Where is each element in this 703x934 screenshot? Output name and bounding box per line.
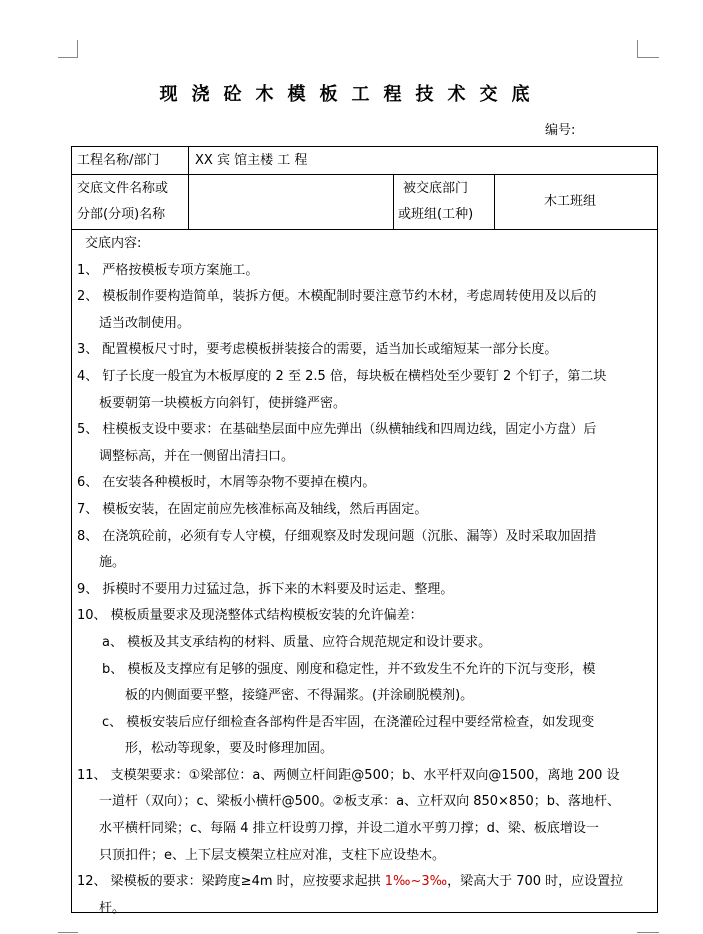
content-line: 施。 xyxy=(99,555,126,571)
content-heading: 交底内容: xyxy=(85,236,142,251)
column-divider xyxy=(494,175,495,230)
content-line: 调整标高，并在一侧留出清扫口。 xyxy=(99,448,295,464)
content-line: 一道杆（双向）；c、梁板小横杆@500。②板支承：a、立杆双向 850×850；b、落地杆、 xyxy=(99,794,620,810)
disclosure-content xyxy=(77,231,651,922)
content-line: 11、 支模架要求：①梁部位：a、两侧立杆间距@500；b、水平杆双向@1500，离地 200 设 xyxy=(77,767,620,783)
crop-mark-br-h xyxy=(637,932,659,933)
document-title: 现浇砼木模板工程技术交底 xyxy=(159,84,544,105)
disclosure-table xyxy=(71,146,658,916)
content-line: 10、 模板质量要求及现浇整体式结构模板安装的允许偏差： xyxy=(77,608,423,624)
file-name-label-line1: 交底文件名称或 xyxy=(77,181,169,196)
content-line: 水平横杆同梁；c、每隔 4 排立杆设剪刀撑，并设二道水平剪刀撑；d、梁、板底增设一 xyxy=(99,821,599,837)
content-line: 5、 柱模板支设中要求：在基础垫层面中应先弹出（纵横轴线和四周边线，固定小方盘）后 xyxy=(77,422,597,438)
content-line: 1、 严格按模板专项方案施工。 xyxy=(77,262,259,278)
line12-text-a: 12、 梁模板的要求：梁跨度≥4m 时，应按要求起拱 xyxy=(77,874,385,890)
document-number-label: 编号: xyxy=(545,123,576,138)
content-line: 3、 配置模板尺寸时，要考虑模板拼装接合的需要，适当加长或缩短某一部分长度。 xyxy=(77,342,558,358)
crop-mark-bl-h xyxy=(58,932,78,933)
content-line: 4、 钉子长度一般宜为木板厚度的 2 至 2.5 倍，每块板在横档处至少要钉 2 个钉子，第二块 xyxy=(77,368,607,384)
content-line: 杆。 xyxy=(99,900,126,916)
column-divider xyxy=(188,147,189,230)
content-line: 2、 模板制作要构造简单，装拆方便。木模配制时要注意节约木材，考虑周转使用及以后的 xyxy=(77,289,597,305)
file-name-label-line2: 分部(分项)名称 xyxy=(77,207,166,222)
row-divider xyxy=(72,229,657,230)
row-divider xyxy=(72,174,657,175)
content-line: 7、 模板安装，在固定前应先核准标高及轴线，然后再固定。 xyxy=(77,501,428,517)
content-line: 板要朝第一块模板方向斜钉，使拼缝严密。 xyxy=(99,395,347,411)
content-line: 只顶扣件；e、上下层支模架立柱应对准，支柱下应设垫木。 xyxy=(99,847,445,863)
recipient-value: 木工班组 xyxy=(544,194,597,209)
content-line: a、 模板及其支承结构的材料、质量、应符合规范规定和设计要求。 xyxy=(102,634,492,650)
content-line: 8、 在浇筑砼前，必须有专人守模，仔细观察及时发现问题（沉胀、漏等）及时采取加固措 xyxy=(77,528,597,544)
content-line: 6、 在安装各种模板时，木屑等杂物不要掉在模内。 xyxy=(77,475,376,491)
content-line: 9、 拆模时不要用力过猛过急，拆下来的木料要及时运走、整理。 xyxy=(77,581,454,597)
content-line-12 xyxy=(77,869,651,896)
crop-mark-tl-h xyxy=(58,57,78,58)
crop-mark-tl-v xyxy=(77,40,78,58)
content-line: 适当改制使用。 xyxy=(99,315,191,331)
column-divider xyxy=(393,175,394,230)
camber-ratio: 1‰~3‰ xyxy=(384,874,448,890)
project-name-value: XX 宾 馆主楼 工 程 xyxy=(195,153,308,168)
recipient-label-line1: 被交底部门 xyxy=(403,181,469,196)
crop-mark-tr-v xyxy=(637,40,638,58)
recipient-label-line2: 或班组(工种) xyxy=(398,207,474,222)
project-name-label: 工程名称/部门 xyxy=(77,153,160,168)
content-line: c、 模板安装后应仔细检查各部构件是否牢固，在浇灌砼过程中要经常检查，如发现变 xyxy=(102,714,595,730)
content-line: 形，松动等现象，要及时修理加固。 xyxy=(125,741,334,757)
line12-text-b: ，梁高大于 700 时，应设置拉 xyxy=(447,874,624,890)
content-line: b、 模板及支撑应有足够的强度、刚度和稳定性，并不致发生不允许的下沉与变形，模 xyxy=(102,661,596,677)
content-line: 板的内侧面要平整，接缝严密、不得漏浆。(并涂刷脱模剂)。 xyxy=(125,688,474,704)
crop-mark-tr-h xyxy=(637,57,659,58)
